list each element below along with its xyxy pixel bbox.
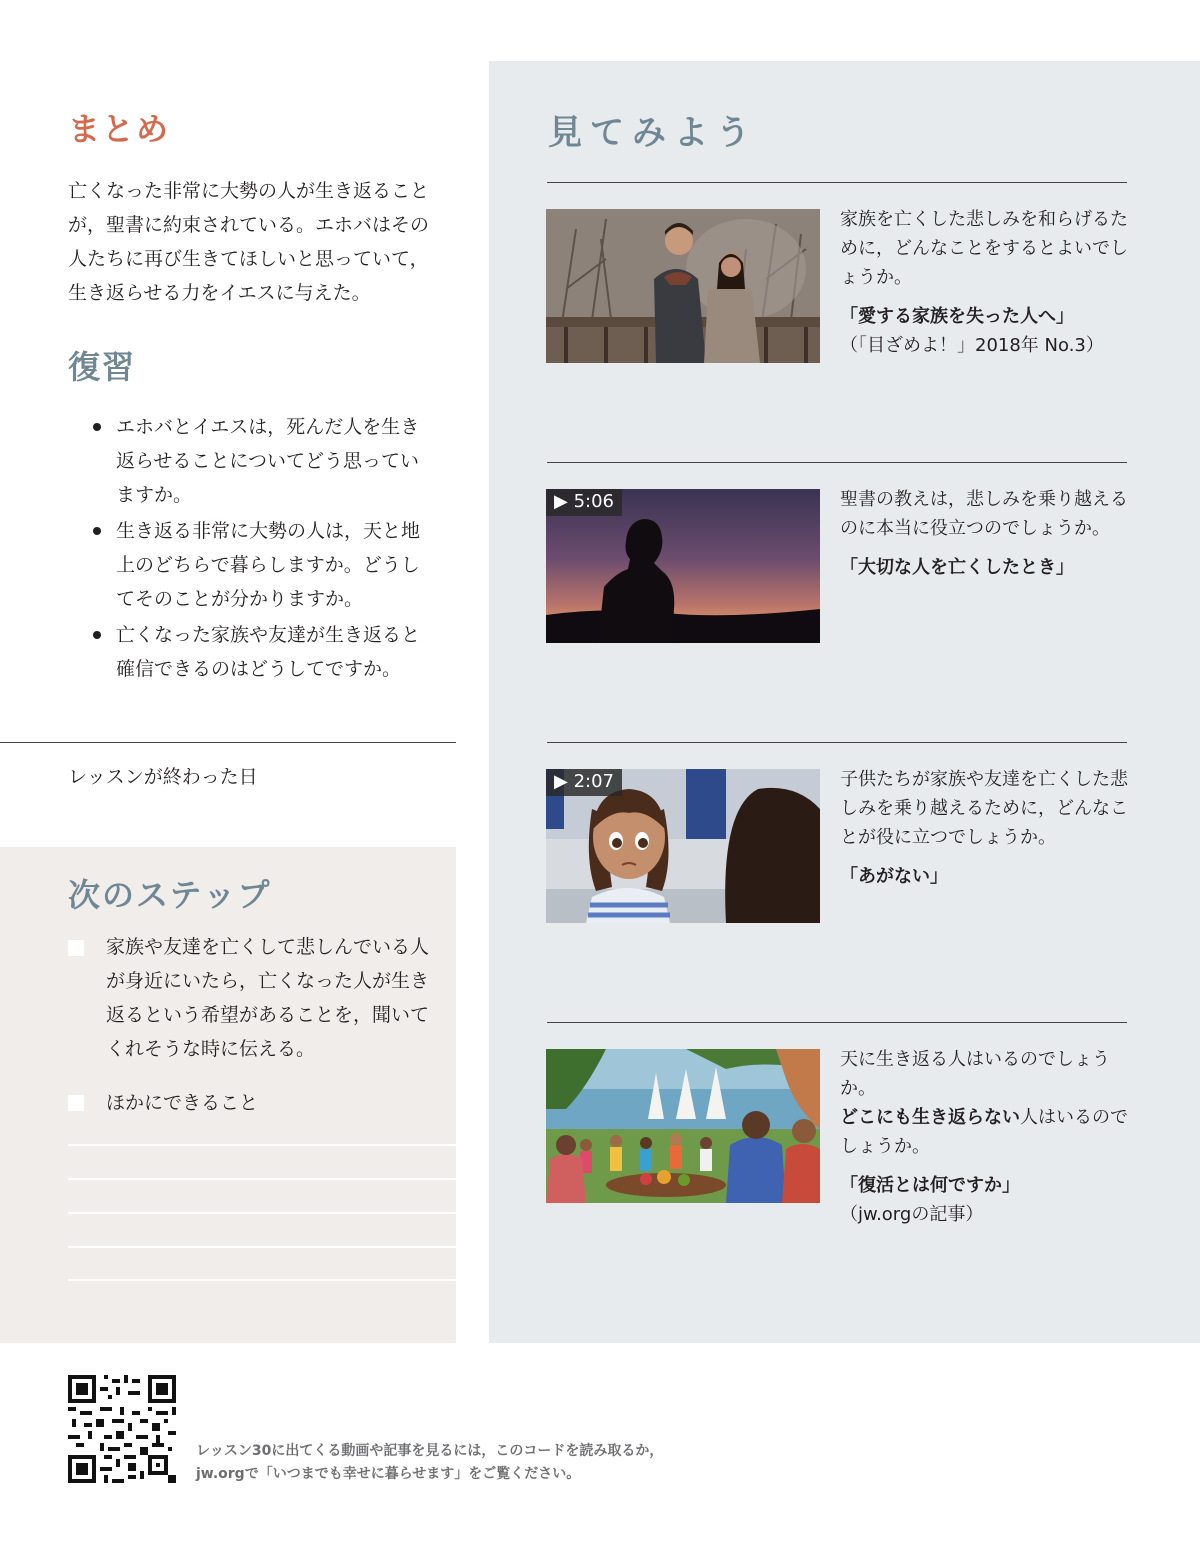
watch-item-text <box>840 205 1140 360</box>
footer-line: レッスン30に出てくる動画や記事を見るには，このコードを読み取るか， <box>196 1443 664 1459</box>
watch-item-subtitle: （jw.orgの記事） <box>840 1204 984 1225</box>
lesson-completed-date-label: レッスンが終わった日 <box>68 766 258 788</box>
summary-title: まとめ <box>68 110 171 148</box>
watch-item-title[interactable]: 「愛する家族を失った人へ」 <box>840 306 1074 327</box>
watch-item-subtitle: （「目ざめよ！」2018年 No.3） <box>840 335 1104 356</box>
watch-item-title[interactable]: 「復活とは何ですか」 <box>840 1175 1020 1196</box>
divider <box>547 742 1127 743</box>
review-list <box>92 410 437 688</box>
checkbox[interactable] <box>68 940 84 956</box>
article-thumbnail[interactable] <box>546 1049 820 1203</box>
watch-title: 見てみよう <box>548 113 758 153</box>
watch-item-question: 家族を亡くした悲しみを和らげるために，どんなことをするとよいでしょうか。 <box>840 209 1128 288</box>
watch-item-title[interactable]: 「大切な人を亡くしたとき」 <box>840 557 1074 578</box>
next-step-item: 家族や友達を亡くして悲しんでいる人が身近にいたら，亡くなった人が生き返るという希望があることを，聞いてくれそうな時に伝える。 <box>106 936 430 1060</box>
watch-item-question-emphasis: どこにも生き返らない <box>840 1107 1020 1128</box>
next-step-item: ほかにできること <box>106 1092 259 1114</box>
watch-item-question: 天に生き返る人はいるのでしょうか。 <box>840 1049 1110 1099</box>
writing-line <box>68 1178 456 1180</box>
watch-item-question: 子供たちが家族や友達を亡くした悲しみを乗り越えるために，どんなことが役に立つでしょうか。 <box>840 769 1128 848</box>
footer-note <box>196 1440 663 1486</box>
review-item: 生き返る非常に大勢の人は，天と地上のどちらで暮らしますか。どうしてそのことが分かりますか。 <box>92 514 437 616</box>
video-thumbnail[interactable] <box>546 769 820 923</box>
review-title: 復習 <box>68 348 137 386</box>
divider <box>547 182 1127 183</box>
watch-item-text <box>840 485 1140 582</box>
writing-line <box>68 1212 456 1214</box>
review-item: 亡くなった家族や友達が生き返ると確信できるのはどうしてですか。 <box>92 618 437 686</box>
divider <box>547 1022 1127 1023</box>
writing-line <box>68 1144 456 1146</box>
watch-item-text <box>840 765 1140 891</box>
footer-line: jw.orgで「いつまでも幸せに暮らせます」をご覧ください。 <box>196 1466 581 1482</box>
video-duration-badge: ▶ 2:07 <box>546 769 622 796</box>
qr-code[interactable] <box>68 1375 176 1483</box>
article-thumbnail[interactable] <box>546 209 820 363</box>
video-thumbnail[interactable] <box>546 489 820 643</box>
watch-item-title[interactable]: 「あがない」 <box>840 866 948 887</box>
divider <box>547 462 1127 463</box>
checkbox[interactable] <box>68 1095 84 1111</box>
video-duration-badge: ▶ 5:06 <box>546 489 622 516</box>
summary-body: 亡くなった非常に大勢の人が生き返ることが，聖書に約束されている。エホバはその人たちに再び生きてほしいと思っていて，生き返らせる力をイエスに与えた。 <box>68 180 430 304</box>
next-steps-title: 次のステップ <box>68 876 272 914</box>
watch-item-text <box>840 1045 1140 1229</box>
review-item: エホバとイエスは，死んだ人を生き返らせることについてどう思っていますか。 <box>92 410 437 512</box>
watch-item-question: 人はいるのでしょうか。 <box>840 1107 1128 1157</box>
divider <box>0 742 456 743</box>
writing-line <box>68 1279 456 1281</box>
writing-line <box>68 1246 456 1248</box>
watch-item-question: 聖書の教えは，悲しみを乗り越えるのに本当に役立つのでしょうか。 <box>840 489 1128 539</box>
